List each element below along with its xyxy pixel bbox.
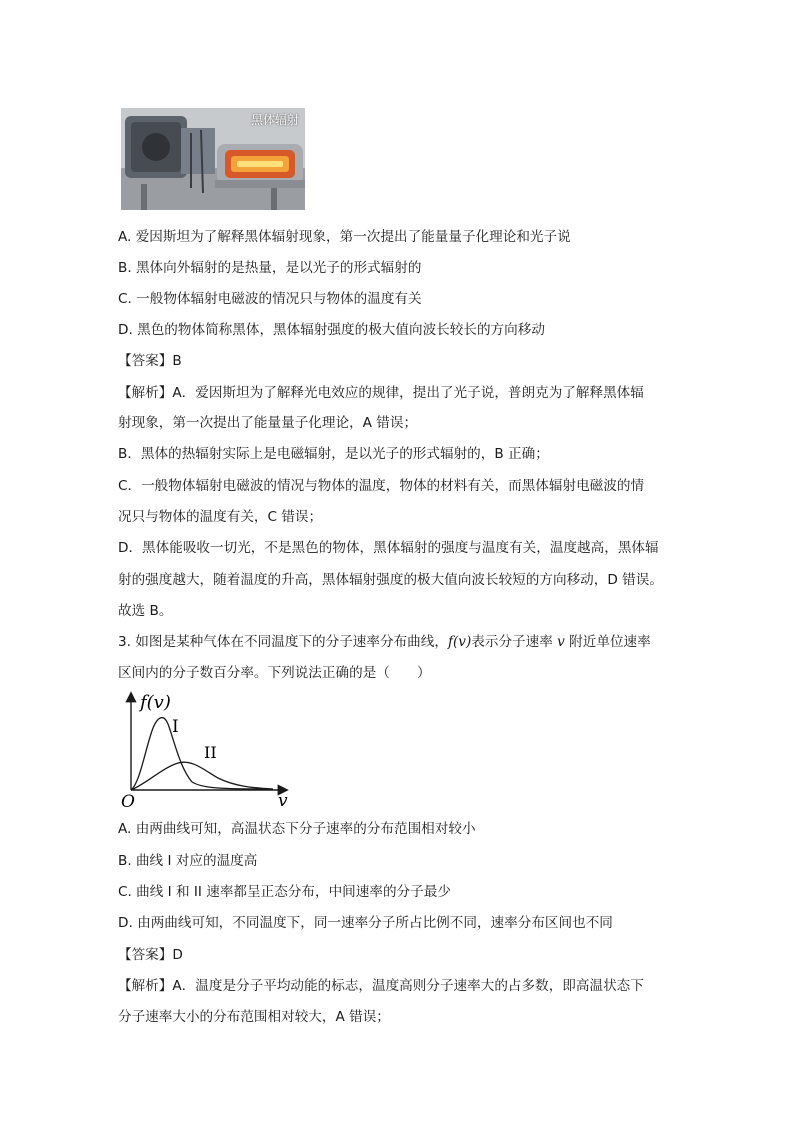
origin-label: O [121, 792, 135, 810]
q3-stem-part3: 附近单位速率 [564, 634, 651, 650]
y-axis-label: f(v) [140, 692, 171, 713]
q2-analysis-line: B．黑体的热辐射实际上是电磁辐射，是以光子的形式辐射的，B 正确； [118, 446, 549, 462]
q2-analysis-line: 【解析】A．爱因斯坦为了解释光电效应的规律，提出了光子说，普朗克为了解释黑体辐 [118, 385, 644, 401]
q2-analysis-line: 射现象，第一次提出了能量量子化理论，A 错误； [118, 415, 418, 431]
q3-option-a: A. 由两曲线可知，高温状态下分子速率的分布范围相对较小 [118, 821, 476, 837]
q3-stem-line1 [118, 633, 651, 651]
q2-answer: 【答案】B [118, 353, 182, 369]
speed-distribution-figure [118, 688, 298, 810]
q3-option-d: D. 由两曲线可知，不同温度下，同一速率分子所占比例不同，速率分布区间也不同 [118, 915, 613, 931]
q2-analysis-line: 射的强度越大，随着温度的升高，黑体辐射强度的极大值向波长较短的方向移动，D 错误。 [118, 572, 663, 588]
q3-answer: 【答案】D [118, 947, 183, 963]
q2-option-d: D. 黑色的物体简称黑体，黑体辐射强度的极大值向波长较长的方向移动 [118, 322, 545, 338]
q3-option-b: B. 曲线 I 对应的温度高 [118, 853, 258, 869]
q3-stem-symbol: f(v) [447, 634, 472, 650]
q3-analysis-line: 【解析】A．温度是分子平均动能的标志，温度高则分子速率大的占多数，即高温状态下 [118, 978, 644, 994]
x-axis-label: v [278, 791, 288, 810]
q3-stem-part1: 3. 如图是某种气体在不同温度下的分子速率分布曲线， [118, 634, 448, 650]
curve-i [131, 718, 268, 790]
q2-option-b: B. 黑体向外辐射的是热量，是以光子的形式辐射的 [118, 260, 422, 276]
q2-analysis-line: 故选 B。 [118, 603, 173, 619]
q2-option-a: A. 爱因斯坦为了解释黑体辐射现象，第一次提出了能量量子化理论和光子说 [118, 229, 571, 245]
q3-stem-part2: 表示分子速率 [471, 634, 558, 650]
q3-stem-v: v [557, 634, 565, 650]
q2-analysis-line: 况只与物体的温度有关，C 错误； [118, 509, 323, 525]
q3-analysis-line: 分子速率大小的分布范围相对较大，A 错误； [118, 1009, 390, 1025]
q3-stem-line2: 区间内的分子数百分率。下列说法正确的是（ ） [118, 665, 431, 681]
photo-caption: 黑体辐射 [250, 113, 299, 127]
q3-option-c: C. 曲线 I 和 II 速率都呈正态分布，中间速率的分子最少 [118, 884, 451, 900]
q2-option-c: C. 一般物体辐射电磁波的情况只与物体的温度有关 [118, 291, 422, 307]
q2-analysis-line: C．一般物体辐射电磁波的情况与物体的温度，物体的材料有关，而黑体辐射电磁波的情 [118, 478, 645, 494]
blackbody-photo [121, 108, 305, 210]
q2-analysis-line: D．黑体能吸收一切光，不是黑色的物体，黑体辐射的强度与温度有关，温度越高，黑体辐 [118, 540, 659, 556]
curve-ii-label: II [204, 743, 217, 762]
curve-i-label: I [172, 717, 179, 737]
